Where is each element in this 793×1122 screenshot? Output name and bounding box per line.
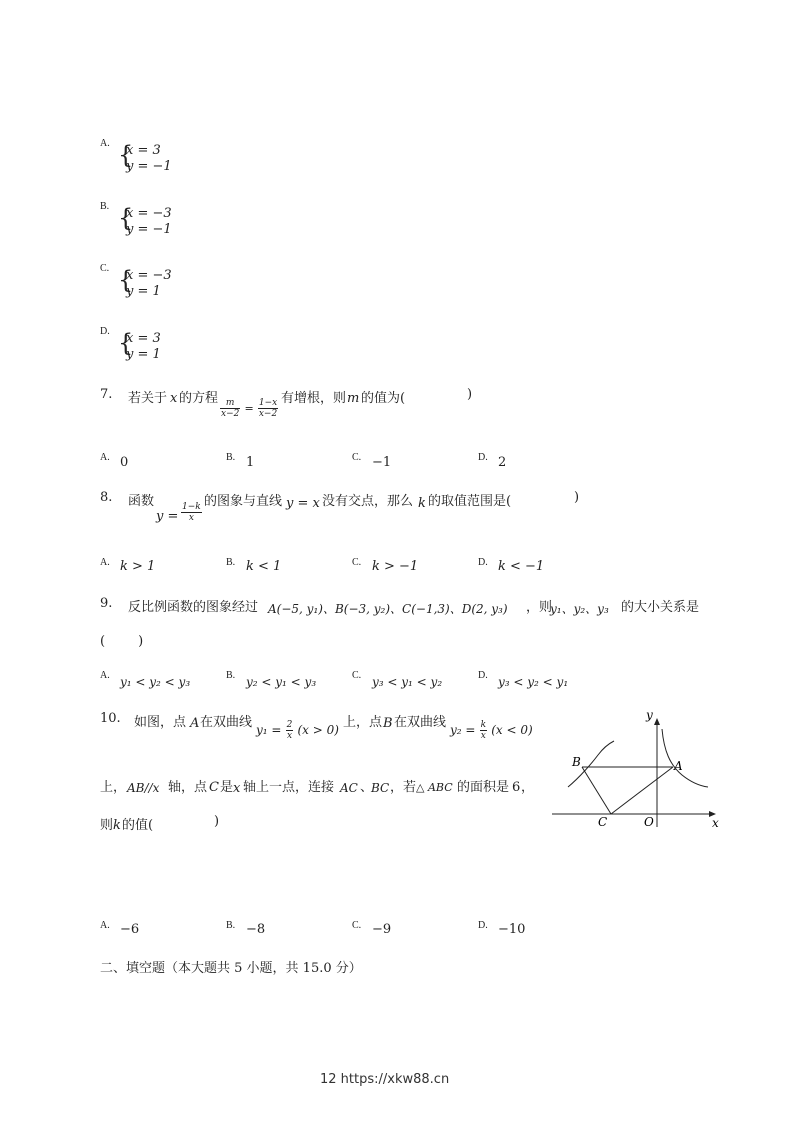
equation-line: y = −1 [126, 159, 172, 174]
question-text: ，若 [390, 780, 417, 795]
option-label: C. [100, 263, 110, 274]
option-value: −8 [246, 922, 266, 937]
question-text: ，则 [526, 600, 553, 615]
math-expr: A(−5, y₁)、B(−3, y₂)、C(−1,3)、D(2, y₃) [268, 602, 508, 616]
option-value: k > −1 [372, 559, 419, 574]
numerator: 1−k [182, 502, 201, 512]
option-value: −9 [372, 922, 392, 937]
question-text: 在双曲线 [200, 715, 253, 730]
equation-line: x = −3 [126, 206, 172, 221]
question-number: 9. [100, 596, 113, 611]
function-y1 [256, 720, 339, 741]
option-value: −10 [498, 922, 526, 937]
math-expr: AC [340, 781, 358, 795]
math-expr: AB//x [127, 781, 160, 795]
question-text: 反比例函数的图象经过 [128, 600, 259, 615]
math-expr: y = x [286, 496, 320, 511]
option-value: 0 [120, 455, 129, 470]
label-c: C [598, 815, 608, 829]
option-value: −1 [372, 455, 392, 470]
label-x: x [712, 816, 719, 830]
label-y: y [646, 708, 653, 722]
option-value: −6 [120, 922, 140, 937]
option-label: C. [352, 670, 362, 681]
option-label: C. [352, 452, 362, 463]
page-footer: 12 https://xkw88.cn [320, 1072, 450, 1087]
option-label: B. [226, 452, 236, 463]
section-heading: 二、填空题（本大题共 5 小题，共 15.0 分） [100, 961, 362, 976]
segment-bc [582, 767, 611, 814]
numerator: m [220, 398, 240, 409]
question-text: 的值( [122, 818, 154, 833]
brace-icon: { [118, 204, 134, 232]
question-text: ) [467, 387, 473, 402]
math-expr: y₁、y₂、y₃ [550, 602, 609, 616]
option-label: A. [100, 452, 110, 463]
option-value: y₂ < y₁ < y₃ [246, 675, 317, 689]
option-label: A. [100, 557, 110, 568]
option-label: B. [100, 201, 110, 212]
numerator: k [480, 720, 487, 730]
math-var: k [418, 496, 426, 511]
question-number: 7. [100, 387, 113, 402]
label-b: B [572, 755, 581, 769]
option-label: D. [478, 670, 488, 681]
equation-line: y = 1 [126, 347, 161, 362]
question-text: ， [521, 780, 535, 795]
math-var: A [190, 716, 200, 731]
math-var: k [113, 818, 121, 833]
question-text: 是 [220, 780, 234, 795]
option-label: B. [226, 670, 236, 681]
option-label: A. [100, 920, 110, 931]
denominator: x [286, 731, 293, 741]
question-text: 的大小关系是 [621, 600, 700, 615]
math-var: x [233, 781, 241, 796]
option-value: 2 [498, 455, 507, 470]
question-text: 则 [100, 818, 114, 833]
label-o: O [644, 815, 654, 829]
denominator: x [188, 513, 194, 523]
question-text: 的面积是 [457, 780, 510, 795]
option-label: A. [100, 670, 110, 681]
numerator: 1−x [258, 398, 278, 408]
y-axis-arrow-icon [654, 718, 660, 725]
math-var: C [209, 780, 219, 795]
brace-icon: { [118, 141, 134, 169]
numerator: 2 [286, 720, 293, 730]
option-value: k < −1 [498, 559, 545, 574]
question-number: 10. [100, 711, 121, 726]
option-label: D. [478, 452, 488, 463]
hyperbola-y1-curve [662, 729, 708, 787]
math-expr: (x > 0) [297, 723, 339, 737]
label-a: A [674, 759, 683, 773]
option-value: 1 [246, 455, 255, 470]
equation-line: x = 3 [126, 331, 161, 346]
option-label: B. [226, 920, 236, 931]
question-text: 的取值范围是( [428, 494, 512, 509]
denominator: x−2 [221, 409, 240, 419]
equation-line: y = 1 [126, 284, 161, 299]
equation-line: x = 3 [126, 143, 161, 158]
segment-ac [611, 767, 673, 814]
hyperbola-figure [548, 703, 728, 831]
brace-icon: { [118, 329, 134, 357]
denominator: x [480, 731, 486, 741]
math-value: 6 [512, 780, 521, 795]
fraction [220, 398, 278, 419]
question-text: 轴上一点，连接 [243, 780, 335, 795]
option-value: y₃ < y₂ < y₁ [498, 675, 569, 689]
math-var: x [170, 391, 178, 406]
question-text: 轴，点 [168, 780, 208, 795]
option-value: k < 1 [246, 559, 282, 574]
function-y2 [450, 720, 533, 741]
question-text: 的值为( [361, 391, 406, 406]
question-text: 若关于 [128, 391, 168, 406]
equation-line: x = −3 [126, 268, 172, 283]
option-label: D. [478, 920, 488, 931]
question-text: 在双曲线 [394, 715, 447, 730]
brace-icon: { [118, 266, 134, 294]
math-var: B [383, 716, 393, 731]
question-text: 的图象与直线 [204, 494, 283, 509]
math-expr: y₂ = [450, 723, 476, 737]
option-value: k > 1 [120, 559, 156, 574]
question-text: 上，点 [343, 715, 383, 730]
option-label: D. [100, 326, 110, 337]
math-expr: △ ABC [416, 781, 453, 794]
fraction [181, 502, 202, 523]
option-label: D. [478, 557, 488, 568]
option-label: A. [100, 138, 110, 149]
math-expr: y₁ = [256, 723, 282, 737]
question-text: 有增根，则 [281, 391, 347, 406]
equals: = [244, 402, 254, 415]
answer-paren: ( ) [100, 634, 144, 649]
math-var: m [347, 391, 360, 406]
option-label: C. [352, 557, 362, 568]
question-text: 没有交点，那么 [322, 494, 414, 509]
math-expr: BC [371, 781, 390, 795]
option-label: C. [352, 920, 362, 931]
question-number: 8. [100, 490, 113, 505]
denominator: x−2 [258, 409, 278, 419]
equation-line: y = −1 [126, 222, 172, 237]
question-text: ) [574, 490, 580, 505]
question-text: ) [214, 814, 220, 829]
question-text: 的方程 [179, 391, 219, 406]
question-text: 上， [100, 780, 127, 795]
question-text: 、 [360, 780, 374, 795]
option-value: y₃ < y₁ < y₂ [372, 675, 443, 689]
option-label: B. [226, 557, 236, 568]
question-text: 如图，点 [134, 715, 187, 730]
math-expr: (x < 0) [491, 723, 533, 737]
option-value: y₁ < y₂ < y₃ [120, 675, 191, 689]
question-text: 函数 [128, 494, 155, 509]
math-expr: y = [156, 509, 179, 524]
